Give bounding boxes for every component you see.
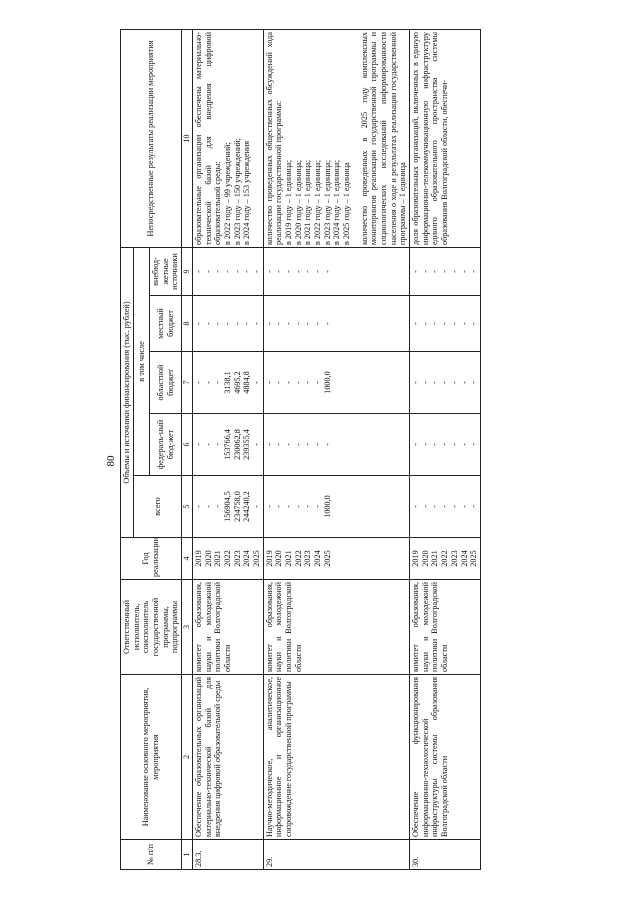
column-number: 3 bbox=[182, 580, 193, 675]
cell-value: - bbox=[411, 270, 421, 273]
year-list bbox=[263, 538, 409, 580]
cell-value: - bbox=[420, 270, 430, 273]
cell-value: - bbox=[213, 443, 223, 446]
cell-value: - bbox=[284, 443, 294, 446]
total-list bbox=[410, 476, 481, 538]
cell-value: - bbox=[252, 322, 262, 325]
cell-value: - bbox=[242, 322, 252, 325]
local-list bbox=[263, 296, 409, 352]
cell-value: - bbox=[420, 505, 430, 508]
extrabudget-list bbox=[410, 248, 481, 296]
cell-value: - bbox=[440, 443, 450, 446]
table-body bbox=[193, 30, 481, 870]
cell-value: 4695,2 bbox=[232, 371, 242, 394]
cell-value: - bbox=[322, 443, 332, 446]
cell-value: - bbox=[322, 322, 332, 325]
cell-value: 2020 bbox=[203, 550, 213, 567]
header-financing: Объемы и источники финансирования (тыс. рублей) bbox=[121, 248, 134, 538]
cell-value: - bbox=[293, 505, 303, 508]
result-line: количество проведенных в 2025 году комплексных мониторингов реализации государственной программы и социологических исследований информированности населения о ходе и результатах реализации государственной программы – 1 единица bbox=[359, 32, 408, 245]
cell-value: 156904,5 bbox=[223, 491, 233, 522]
program-activities-table bbox=[120, 29, 481, 870]
cell-value: - bbox=[303, 381, 313, 384]
cell-value: - bbox=[469, 381, 479, 384]
result-line: в 2025 году – 1 единица bbox=[342, 162, 352, 245]
federal-list bbox=[193, 414, 264, 476]
result-line: в 2023 году – 150 учреждений; bbox=[232, 138, 242, 245]
result-line: в 2024 году – 153 учреждения bbox=[242, 140, 252, 245]
cell-value: - bbox=[284, 505, 294, 508]
result-text bbox=[193, 30, 264, 248]
cell-value: - bbox=[213, 322, 223, 325]
cell-value: - bbox=[440, 270, 450, 273]
cell-value: 2022 bbox=[440, 550, 450, 567]
cell-value: - bbox=[203, 322, 213, 325]
cell-value: - bbox=[264, 270, 274, 273]
cell-value: 234758,0 bbox=[232, 491, 242, 522]
cell-value: - bbox=[313, 443, 323, 446]
cell-value: - bbox=[469, 322, 479, 325]
page-number: 80 bbox=[105, 455, 117, 467]
cell-value: 239355,4 bbox=[242, 429, 252, 460]
cell-value: - bbox=[440, 381, 450, 384]
regional-list bbox=[193, 352, 264, 414]
cell-value: - bbox=[420, 322, 430, 325]
result-text bbox=[263, 30, 409, 248]
cell-value: 2019 bbox=[264, 550, 274, 567]
cell-value: - bbox=[303, 270, 313, 273]
header-no: № п/п bbox=[121, 840, 182, 870]
cell-value: - bbox=[264, 322, 274, 325]
federal-list bbox=[410, 414, 481, 476]
cell-value: 2023 bbox=[303, 550, 313, 567]
landscape-table-wrapper bbox=[120, 30, 570, 870]
cell-value: - bbox=[194, 505, 204, 508]
result-line: количество проведенных общественных обсуждений хода реализации государственной программы: bbox=[264, 32, 284, 245]
cell-value: - bbox=[411, 443, 421, 446]
cell-value: - bbox=[223, 270, 233, 273]
cell-value: - bbox=[459, 505, 469, 508]
cell-value: - bbox=[284, 270, 294, 273]
cell-value: - bbox=[322, 270, 332, 273]
cell-value: - bbox=[459, 381, 469, 384]
cell-value: - bbox=[430, 443, 440, 446]
table-row bbox=[193, 30, 264, 870]
cell-value: 2024 bbox=[313, 550, 323, 567]
cell-value: - bbox=[242, 270, 252, 273]
cell-value: - bbox=[293, 443, 303, 446]
cell-value: - bbox=[449, 322, 459, 325]
result-line: в 2022 году – 99 учреждений; bbox=[223, 142, 233, 245]
cell-value: 2023 bbox=[232, 550, 242, 567]
header-including: в том числе bbox=[133, 248, 149, 476]
column-number: 7 bbox=[182, 352, 193, 414]
cell-value: 2024 bbox=[459, 550, 469, 567]
local-list bbox=[410, 296, 481, 352]
cell-value: - bbox=[223, 322, 233, 325]
cell-value: - bbox=[411, 381, 421, 384]
total-list bbox=[193, 476, 264, 538]
cell-value: - bbox=[420, 381, 430, 384]
column-number: 9 bbox=[182, 248, 193, 296]
cell-value: - bbox=[313, 270, 323, 273]
cell-value: - bbox=[274, 270, 284, 273]
column-number: 8 bbox=[182, 296, 193, 352]
cell-value: - bbox=[430, 505, 440, 508]
year-list bbox=[410, 538, 481, 580]
cell-value: - bbox=[313, 505, 323, 508]
row-number: 28.3. bbox=[193, 840, 264, 870]
cell-value: - bbox=[203, 381, 213, 384]
header-extrabudget: внебюд-жетные источники bbox=[150, 248, 182, 296]
cell-value: - bbox=[194, 270, 204, 273]
cell-value: - bbox=[213, 505, 223, 508]
cell-value: - bbox=[293, 270, 303, 273]
header-year: Год реализации bbox=[121, 538, 182, 580]
cell-value: 2022 bbox=[293, 550, 303, 567]
cell-value: - bbox=[213, 381, 223, 384]
result-line: в 2021 году – 1 единица; bbox=[303, 159, 313, 245]
cell-value: - bbox=[284, 381, 294, 384]
responsible-executor: комитет образования, науки и молодежной политики Волгоградской области bbox=[263, 580, 409, 675]
result-line: доля образовательных организаций, включенных в единую информационно-телекоммуникационную инфраструктуру единого образовательного пространства системы образования Волгоградской области, обеспечи- bbox=[411, 32, 450, 245]
cell-value: 2024 bbox=[242, 550, 252, 567]
cell-value: - bbox=[459, 270, 469, 273]
cell-value: - bbox=[274, 443, 284, 446]
result-line: в 2019 году – 1 единица; bbox=[284, 159, 294, 245]
cell-value: - bbox=[252, 381, 262, 384]
cell-value: - bbox=[264, 505, 274, 508]
regional-list bbox=[410, 352, 481, 414]
cell-value: - bbox=[469, 505, 479, 508]
header-regional: областной бюджет bbox=[150, 352, 182, 414]
cell-value: - bbox=[459, 443, 469, 446]
column-number: 10 bbox=[182, 30, 193, 248]
header-total: всего bbox=[133, 476, 181, 538]
row-number: 30. bbox=[410, 840, 481, 870]
cell-value: - bbox=[411, 322, 421, 325]
cell-value: 2025 bbox=[469, 550, 479, 567]
cell-value: - bbox=[252, 443, 262, 446]
cell-value: 2025 bbox=[252, 550, 262, 567]
cell-value: 2023 bbox=[449, 550, 459, 567]
cell-value: - bbox=[469, 270, 479, 273]
cell-value: - bbox=[274, 322, 284, 325]
result-line: образовательные организации обеспечены материально-технической базой для внедрения цифровой образовательной среды: bbox=[194, 32, 223, 245]
column-number: 5 bbox=[182, 476, 193, 538]
cell-value: 2022 bbox=[223, 550, 233, 567]
cell-value: 2020 bbox=[274, 550, 284, 567]
cell-value: - bbox=[440, 322, 450, 325]
activity-name: Обеспечение функционирования информационно-технологической инфраструктуры системы образования Волгоградской области bbox=[410, 675, 481, 840]
cell-value: - bbox=[274, 505, 284, 508]
cell-value: - bbox=[420, 443, 430, 446]
cell-value: - bbox=[232, 270, 242, 273]
cell-value: - bbox=[313, 322, 323, 325]
year-list bbox=[193, 538, 264, 580]
cell-value: 2019 bbox=[411, 550, 421, 567]
cell-value: - bbox=[411, 505, 421, 508]
total-list bbox=[263, 476, 409, 538]
result-line: в 2022 году – 1 единица; bbox=[313, 159, 323, 245]
cell-value: - bbox=[449, 443, 459, 446]
cell-value: - bbox=[252, 270, 262, 273]
row-number: 29. bbox=[263, 840, 409, 870]
cell-value: - bbox=[449, 270, 459, 273]
cell-value: 2025 bbox=[322, 550, 332, 567]
cell-value: 1000,0 bbox=[322, 495, 332, 518]
cell-value: - bbox=[203, 505, 213, 508]
cell-value: 3138,1 bbox=[223, 371, 233, 394]
cell-value: 4884,8 bbox=[242, 371, 252, 394]
cell-value: - bbox=[264, 381, 274, 384]
cell-value: - bbox=[303, 505, 313, 508]
cell-value: - bbox=[293, 322, 303, 325]
column-number: 4 bbox=[182, 538, 193, 580]
table-row bbox=[410, 30, 481, 870]
cell-value: - bbox=[449, 381, 459, 384]
responsible-executor: комитет образования, науки и молодежной политики Волгоградской области bbox=[193, 580, 264, 675]
cell-value: - bbox=[274, 381, 284, 384]
column-number: 6 bbox=[182, 414, 193, 476]
cell-value: - bbox=[203, 270, 213, 273]
activity-name: Научно-методическое, аналитическое, информационное и организационное сопровождение государственной программы bbox=[263, 675, 409, 840]
cell-value: 1000,0 bbox=[322, 371, 332, 394]
cell-value: - bbox=[430, 381, 440, 384]
column-numbers-row bbox=[182, 30, 193, 870]
cell-value: 2020 bbox=[420, 550, 430, 567]
cell-value: - bbox=[303, 443, 313, 446]
result-line: в 2024 году – 1 единица; bbox=[332, 159, 342, 245]
cell-value: - bbox=[252, 505, 262, 508]
cell-value: - bbox=[459, 322, 469, 325]
cell-value: - bbox=[293, 381, 303, 384]
result-line: в 2023 году – 1 единица; bbox=[322, 159, 332, 245]
cell-value: 244240,2 bbox=[242, 491, 252, 522]
header-local: местный бюджет bbox=[150, 296, 182, 352]
header-federal: федераль-ный бюд-жет bbox=[150, 414, 182, 476]
cell-value: - bbox=[430, 322, 440, 325]
cell-value: - bbox=[469, 443, 479, 446]
activity-name: Обеспечение образовательных организаций материально-технической базой для внедрения цифровой образовательной среды bbox=[193, 675, 264, 840]
column-number: 2 bbox=[182, 675, 193, 840]
cell-value: 2021 bbox=[284, 550, 294, 567]
table-row bbox=[263, 30, 409, 870]
cell-value: - bbox=[194, 322, 204, 325]
cell-value: - bbox=[232, 322, 242, 325]
cell-value: - bbox=[440, 505, 450, 508]
federal-list bbox=[263, 414, 409, 476]
result-line: в 2020 году – 1 единица; bbox=[293, 159, 303, 245]
cell-value: 2021 bbox=[213, 550, 223, 567]
regional-list bbox=[263, 352, 409, 414]
cell-value: - bbox=[203, 443, 213, 446]
result-text bbox=[410, 30, 481, 248]
cell-value: - bbox=[449, 505, 459, 508]
cell-value: - bbox=[284, 322, 294, 325]
cell-value: - bbox=[313, 381, 323, 384]
header-result: Непосредственные результаты реализации мероприятия bbox=[121, 30, 182, 248]
cell-value: - bbox=[264, 443, 274, 446]
responsible-executor: комитет образования, науки и молодежной политики Волгоградской области bbox=[410, 580, 481, 675]
cell-value: - bbox=[303, 322, 313, 325]
cell-value: - bbox=[194, 381, 204, 384]
local-list bbox=[193, 296, 264, 352]
column-number: 1 bbox=[182, 840, 193, 870]
cell-value: - bbox=[213, 270, 223, 273]
cell-value: 2019 bbox=[194, 550, 204, 567]
cell-value: 2021 bbox=[430, 550, 440, 567]
cell-value: - bbox=[430, 270, 440, 273]
cell-value: 230062,8 bbox=[232, 429, 242, 460]
header-responsible: Ответственный исполнитель, соисполнитель государственной программы, подпрограммы bbox=[121, 580, 182, 675]
cell-value: 153766,4 bbox=[223, 429, 233, 460]
cell-value: - bbox=[194, 443, 204, 446]
extrabudget-list bbox=[263, 248, 409, 296]
header-name: Наименование основного мероприятия, мероприятия bbox=[121, 675, 182, 840]
extrabudget-list bbox=[193, 248, 264, 296]
